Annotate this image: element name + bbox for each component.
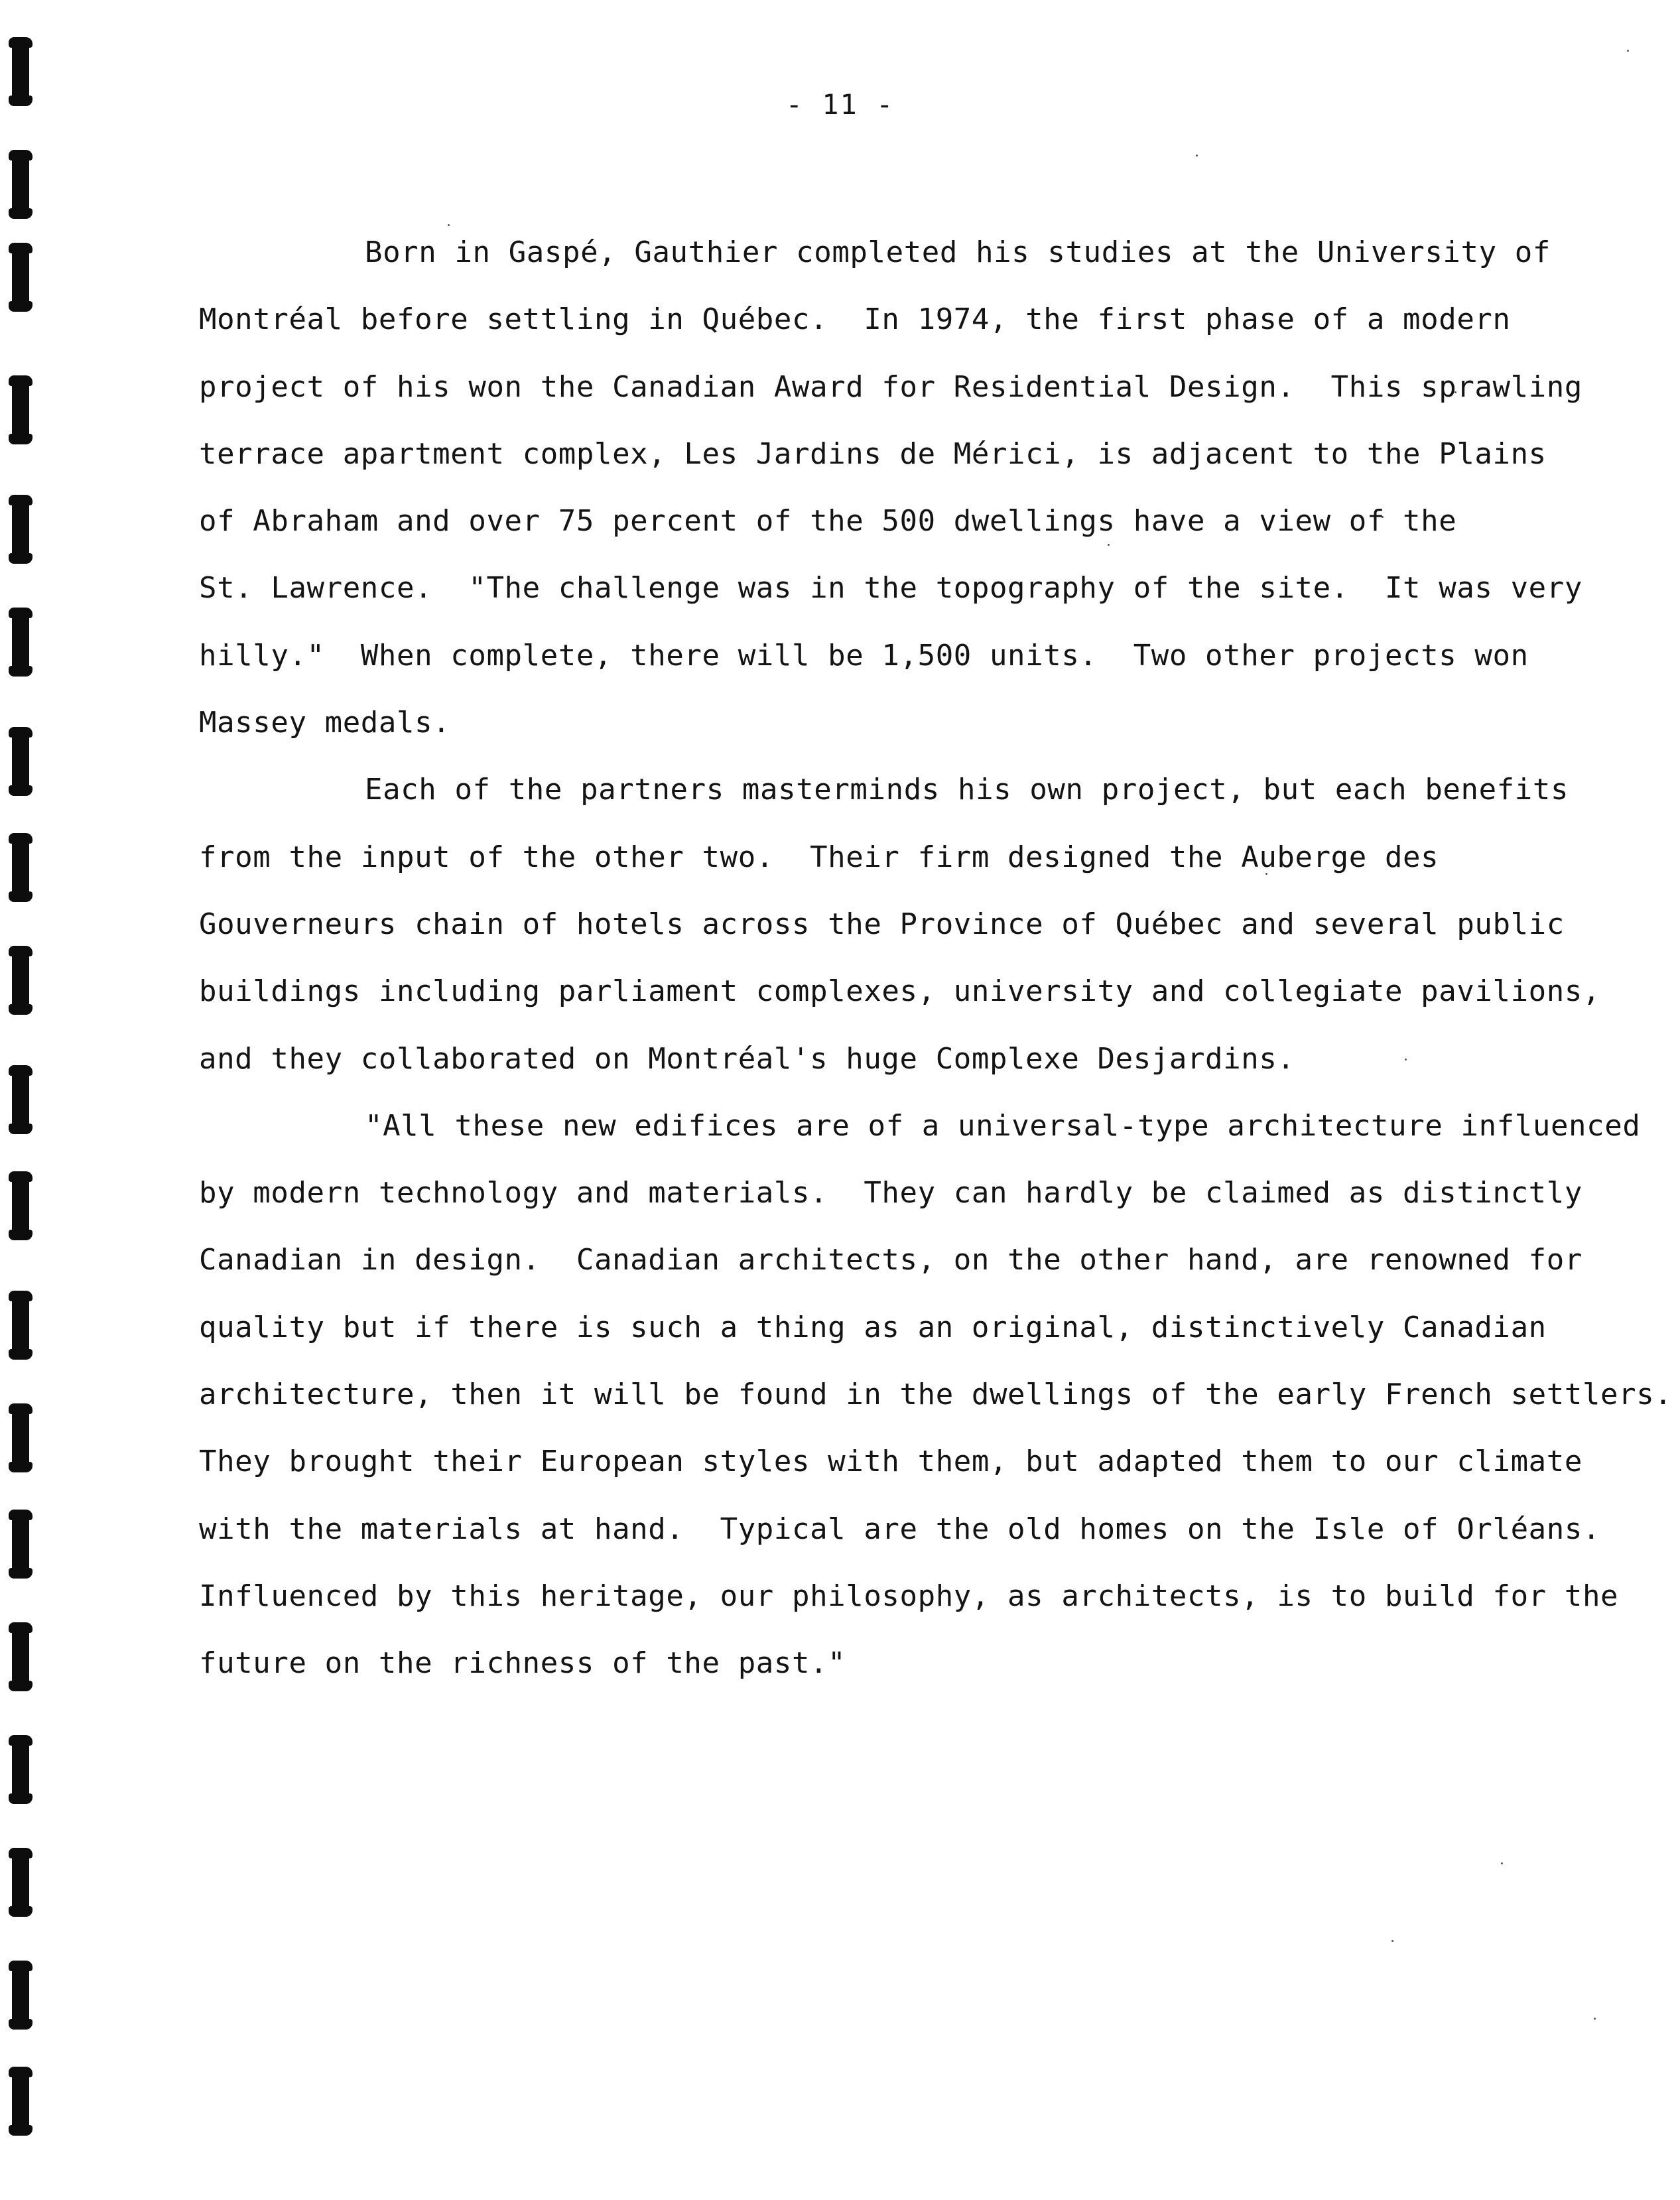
binding-holes [0,0,53,2200]
paragraph [199,1092,1673,1697]
text-line: terrace apartment complex, Les Jardins de Mérici, is adjacent to the Plains [199,436,1547,471]
text-line: hilly." When complete, there will be 1,500 units. Two other projects won [199,638,1529,673]
text-line: Montréal before settling in Québec. In 1974, the first phase of a modern [199,302,1511,337]
binding-hole [12,1626,29,1687]
scan-speck [1391,1940,1393,1942]
binding-hole [12,2071,29,2132]
binding-hole [12,1407,29,1468]
text-line: by modern technology and materials. They can hardly be claimed as distinctly [199,1176,1583,1210]
binding-hole [12,1514,29,1575]
text-line: They brought their European styles with them, but adapted them to our climate [199,1445,1583,1479]
binding-hole [12,1852,29,1913]
paragraph [199,219,1583,756]
text-line: architecture, then it will be found in the dwellings of the early French settlers. [199,1378,1673,1412]
text-line: Gouverneurs chain of hotels across the Province of Québec and several public [199,907,1565,941]
binding-hole [12,154,29,215]
scan-speck [1627,50,1629,52]
binding-hole [12,1295,29,1356]
text-line: "All these new edifices are of a universal-type architecture influenced [365,1108,1641,1143]
text-line: with the materials at hand. Typical are the old homes on the Isle of Orléans. [199,1512,1601,1546]
text-line: Born in Gaspé, Gauthier completed his studies at the University of [365,235,1551,269]
text-line: Massey medals. [199,706,451,740]
text-line: of Abraham and over 75 percent of the 500 dwellings have a view of the [199,504,1457,539]
binding-hole [12,499,29,560]
binding-hole [12,1175,29,1236]
binding-hole [12,379,29,440]
text-line: buildings including parliament complexes, university and collegiate pavilions, [199,974,1601,1009]
binding-hole [12,612,29,673]
binding-hole [12,247,29,308]
binding-hole [12,731,29,792]
document-body [199,219,1673,1697]
binding-hole [12,950,29,1011]
text-line: quality but if there is such a thing as an original, distinctively Canadian [199,1310,1547,1344]
scan-speck [1196,155,1198,157]
text-line: from the input of the other two. Their firm designed the Auberge des [199,840,1439,874]
text-line: and they collaborated on Montréal's huge Complexe Desjardins. [199,1041,1295,1076]
binding-hole [12,1739,29,1800]
text-line: Influenced by this heritage, our philosophy, as architects, is to build for the [199,1579,1619,1613]
text-line: St. Lawrence. "The challenge was in the topography of the site. It was very [199,571,1583,606]
scan-speck [1501,1862,1503,1864]
binding-hole [12,837,29,898]
scan-speck [1594,2018,1596,2020]
text-line: Canadian in design. Canadian architects, on the other hand, are renowned for [199,1243,1583,1277]
page-number: - 11 - [785,88,895,121]
binding-hole [12,1069,29,1130]
text-line: future on the richness of the past." [199,1646,846,1681]
text-line: Each of the partners masterminds his own project, but each benefits [365,773,1569,807]
binding-hole [12,1965,29,2026]
paragraph [199,756,1601,1092]
text-line: project of his won the Canadian Award for Residential Design. This sprawling [199,369,1583,404]
